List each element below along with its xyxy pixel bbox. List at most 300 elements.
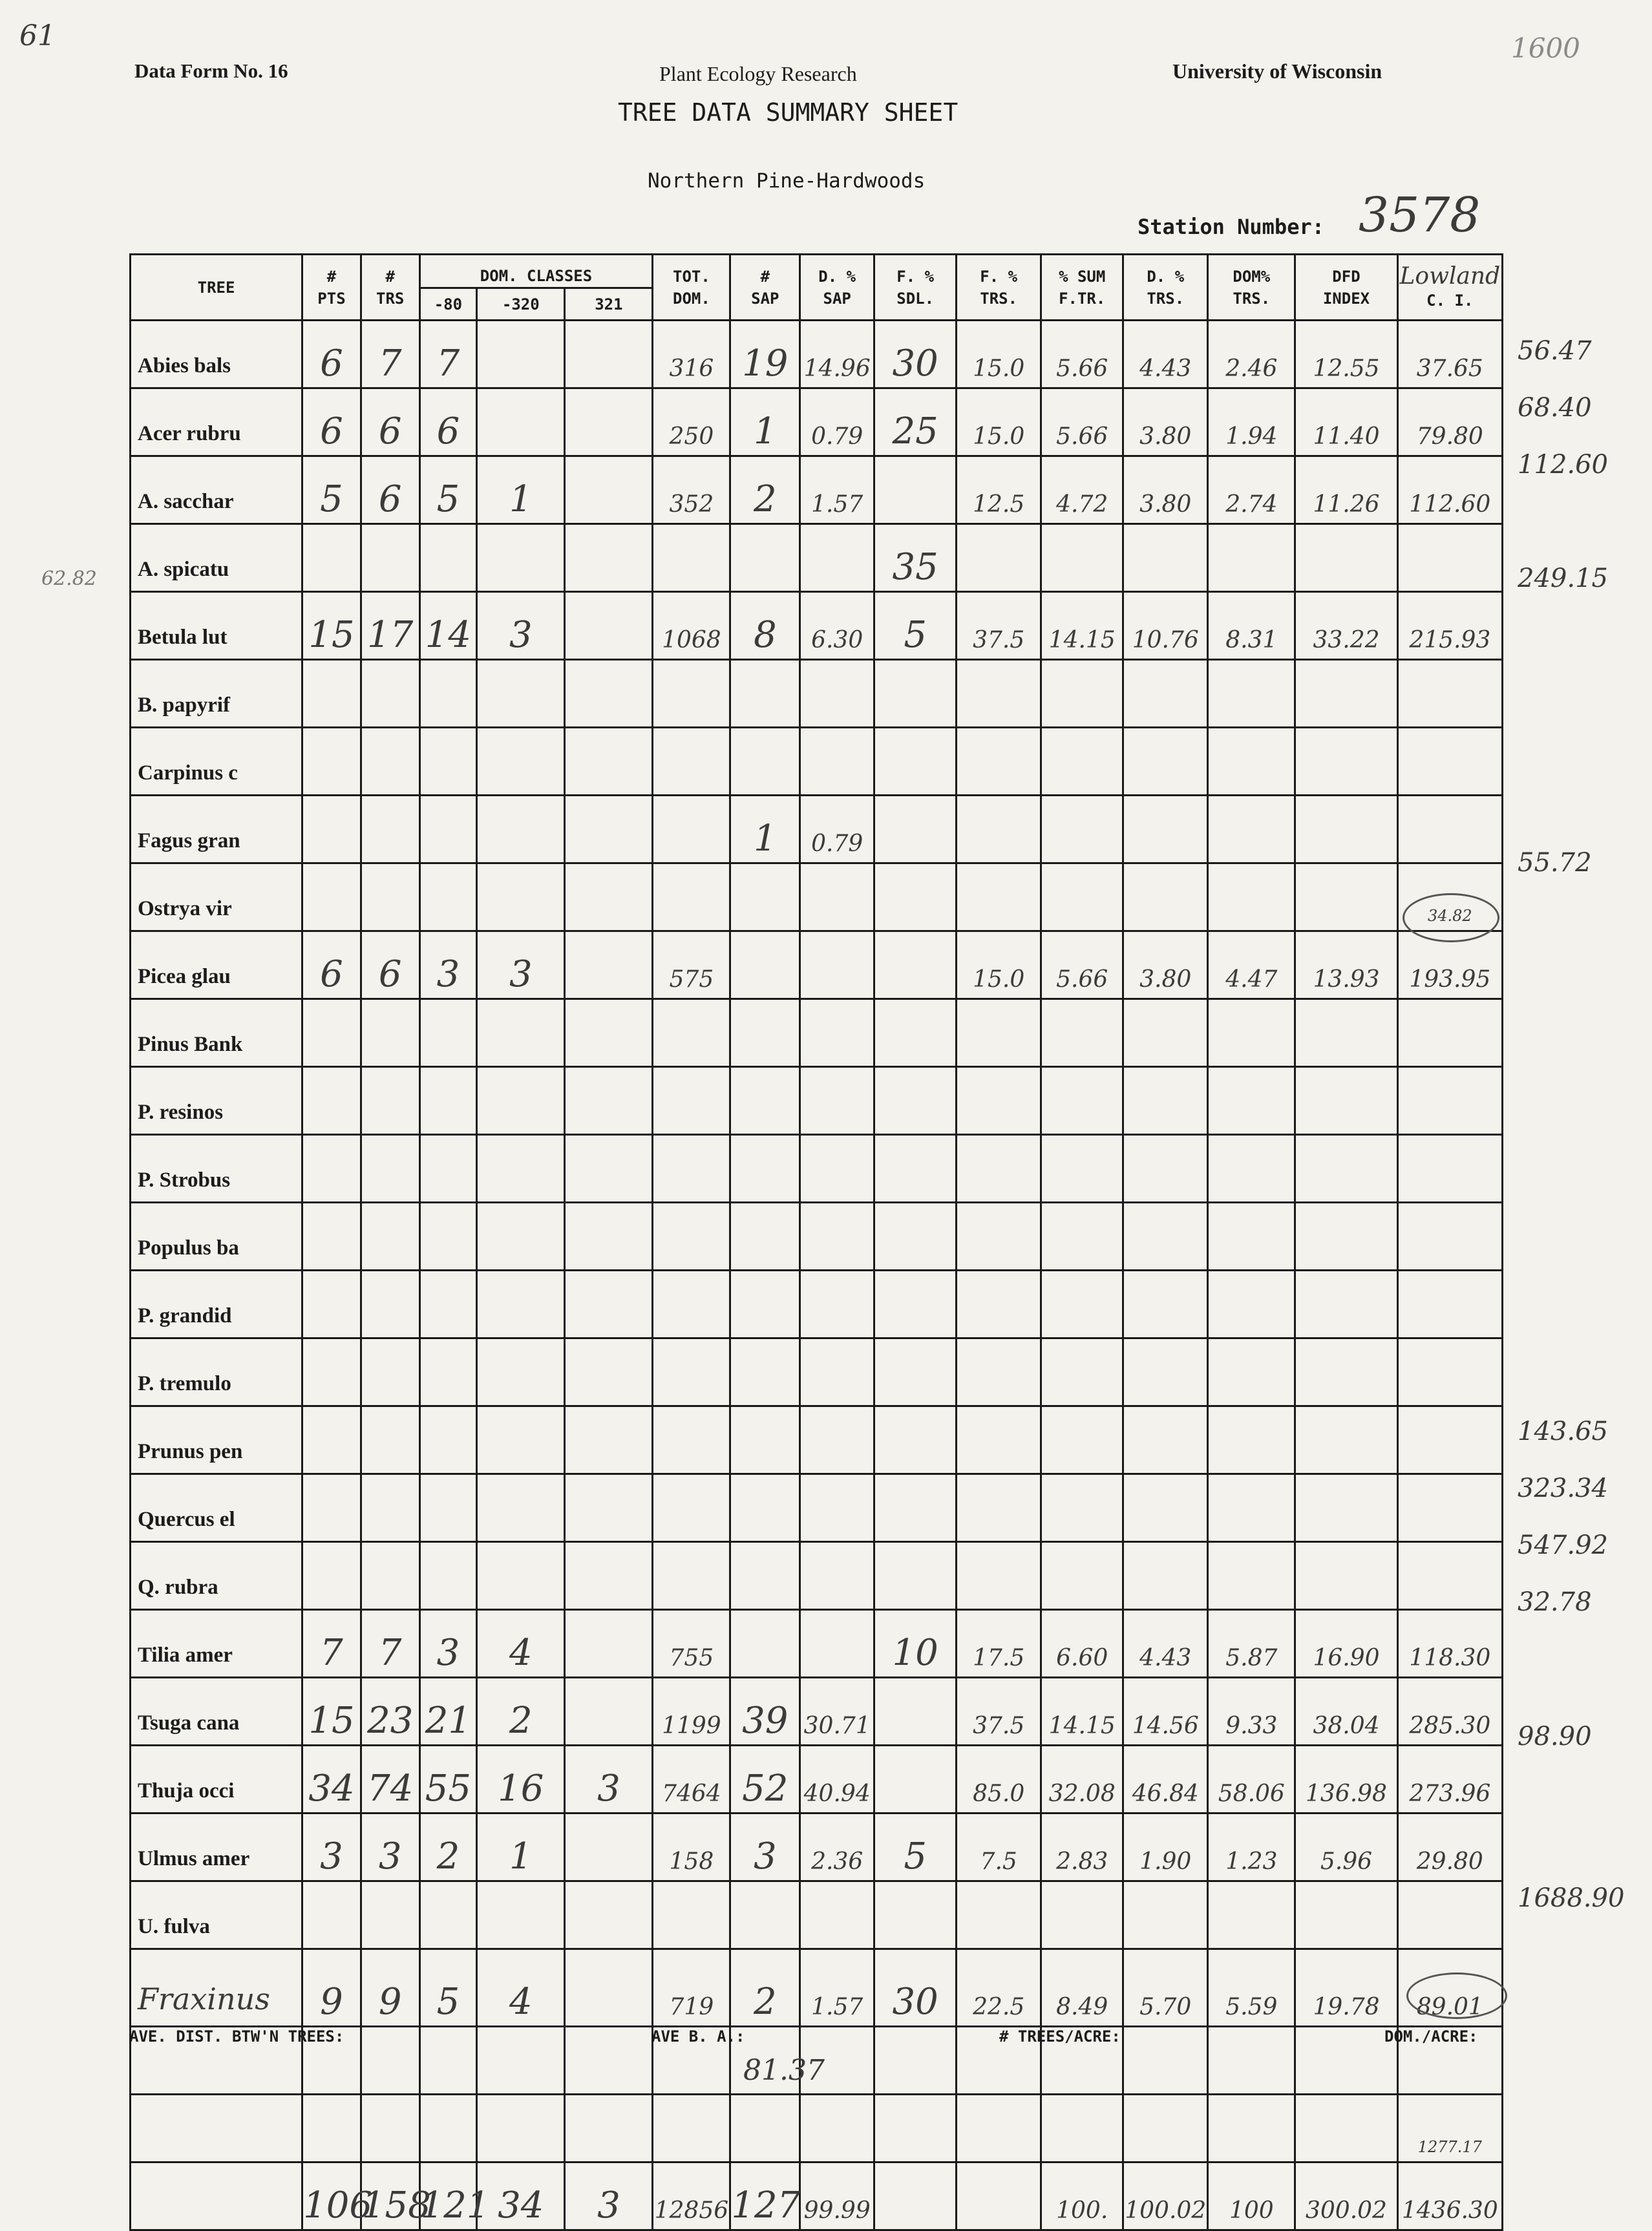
cell-dsap [800, 1542, 874, 1610]
col-dom80-header [419, 288, 477, 321]
cell-trs [361, 1135, 419, 1203]
cell-sum [1041, 796, 1123, 863]
cell-ci [1397, 1881, 1502, 1949]
cell-sap [730, 1135, 800, 1203]
station-number: 3578 [1359, 187, 1481, 243]
cell-trs: 6 [361, 388, 419, 456]
cell-trs [361, 2095, 419, 2162]
species-name: Fagus gran [131, 796, 302, 863]
cell-sum [1041, 1881, 1123, 1949]
table-row [131, 999, 1503, 1067]
col-dom80-label: -80 [434, 295, 463, 313]
cell-pts [302, 1406, 361, 1474]
cell-trs [361, 2027, 419, 2095]
cell-domtrs: 4.47 [1208, 931, 1295, 999]
species-name: Q. rubra [131, 1542, 302, 1610]
cell-d320: 4 [477, 1949, 565, 2027]
cell-dtrs [1123, 999, 1208, 1067]
col-dom321-header [565, 288, 653, 321]
corner-note-top-right: 1600 [1511, 32, 1580, 64]
cell-d80 [419, 999, 477, 1067]
right-margin-value: 32.78 [1518, 1587, 1592, 1617]
cell-fsdl [874, 1271, 957, 1338]
cell-d80: 5 [419, 456, 477, 524]
cell-pts: 6 [302, 321, 361, 388]
col-domtrs-line2: TRS. [1233, 289, 1271, 308]
cell-d80 [419, 1067, 477, 1135]
cell-ftrs: 15.0 [957, 931, 1041, 999]
col-dom320-header [477, 288, 565, 321]
cell-d320 [477, 321, 565, 388]
col-tree-header [131, 255, 302, 321]
cell-d80 [419, 796, 477, 863]
cell-pts [302, 660, 361, 728]
table-row [131, 388, 1503, 456]
university-label: University of Wisconsin [1172, 59, 1382, 83]
cell-d321 [565, 1610, 653, 1678]
col-sum-header [1041, 255, 1123, 321]
cell-d320 [477, 1338, 565, 1406]
cell-pts [302, 999, 361, 1067]
cell-tot [653, 1406, 730, 1474]
cell-dtrs [1123, 1474, 1208, 1542]
col-ci-label: C. I. [1426, 291, 1474, 310]
cell-ci: 193.95 [1397, 931, 1502, 999]
cell-sap: 1 [730, 388, 800, 456]
cell-dsap: 2.36 [800, 1813, 874, 1881]
cell-d321 [565, 524, 653, 592]
cell-d321: 3 [565, 2162, 653, 2230]
cell-sap [730, 660, 800, 728]
cell-ci: 1436.30 [1397, 2162, 1502, 2230]
cell-dfd: 16.90 [1295, 1610, 1397, 1678]
cell-domtrs: 8.31 [1208, 592, 1295, 660]
cell-trs: 23 [361, 1678, 419, 1746]
cell-pts: 9 [302, 1949, 361, 2027]
cell-sum: 2.83 [1041, 1813, 1123, 1881]
cell-trs [361, 1338, 419, 1406]
col-pts-line1: # [326, 267, 337, 286]
cell-tot: 352 [653, 456, 730, 524]
cell-sum: 5.66 [1041, 931, 1123, 999]
cell-dtrs [1123, 1338, 1208, 1406]
cell-trs: 6 [361, 456, 419, 524]
cell-sum [1041, 660, 1123, 728]
cell-dtrs [1123, 2095, 1208, 2162]
cell-sap: 127 [730, 2162, 800, 2230]
cell-trs [361, 796, 419, 863]
cell-ci: 118.30 [1397, 1610, 1502, 1678]
col-tot-dom-line1: TOT. [673, 267, 710, 286]
cell-d80 [419, 1271, 477, 1338]
col-trs-line1: # [385, 267, 395, 286]
cell-sap [730, 728, 800, 796]
cell-d320: 34 [477, 2162, 565, 2230]
cell-dtrs: 14.56 [1123, 1678, 1208, 1746]
col-dsap-header [800, 255, 874, 321]
cell-dtrs: 46.84 [1123, 1746, 1208, 1813]
cell-d321 [565, 1271, 653, 1338]
cell-dtrs: 4.43 [1123, 1610, 1208, 1678]
cell-d80 [419, 1406, 477, 1474]
cell-trs: 3 [361, 1813, 419, 1881]
cell-trs: 158 [361, 2162, 419, 2230]
ave-dist-label: AVE. DIST. BTW'N TREES: [129, 2027, 344, 2046]
col-dsap-line1: D. % [818, 267, 856, 286]
col-dom321-label: 321 [595, 295, 623, 313]
cell-d320: 2 [477, 1678, 565, 1746]
col-dtrs-line2: TRS. [1147, 289, 1185, 308]
cell-pts [302, 2095, 361, 2162]
cell-trs: 74 [361, 1746, 419, 1813]
cell-sap: 39 [730, 1678, 800, 1746]
cell-ci: 79.80 [1397, 388, 1502, 456]
cell-sap: 8 [730, 592, 800, 660]
cell-ftrs [957, 2162, 1041, 2230]
cell-fsdl: 5 [874, 1813, 957, 1881]
cell-d80: 2 [419, 1813, 477, 1881]
cell-d80: 6 [419, 388, 477, 456]
cell-trs [361, 728, 419, 796]
right-margin-value: 249.15 [1518, 564, 1608, 593]
cell-domtrs [1208, 1338, 1295, 1406]
cell-dtrs [1123, 863, 1208, 931]
cell-d321 [565, 999, 653, 1067]
right-margin-value: 1688.90 [1518, 1883, 1625, 1913]
cell-fsdl [874, 796, 957, 863]
col-trs-header [361, 255, 419, 321]
col-sap-line1: # [760, 267, 770, 286]
cell-dsap: 0.79 [800, 796, 874, 863]
cell-dfd [1295, 1067, 1397, 1135]
tree-data-table [129, 253, 1503, 2231]
cell-sum [1041, 1135, 1123, 1203]
cell-trs [361, 1067, 419, 1135]
cell-tot [653, 1474, 730, 1542]
cell-dsap: 99.99 [800, 2162, 874, 2230]
cell-sap: 2 [730, 1949, 800, 2027]
cell-pts [302, 1135, 361, 1203]
cell-ftrs: 15.0 [957, 321, 1041, 388]
cell-tot: 158 [653, 1813, 730, 1881]
cell-dtrs [1123, 1067, 1208, 1135]
cell-dfd: 300.02 [1295, 2162, 1397, 2230]
cell-domtrs [1208, 1542, 1295, 1610]
species-name: P. tremulo [131, 1338, 302, 1406]
cell-d80: 3 [419, 931, 477, 999]
cell-trs: 9 [361, 1949, 419, 2027]
cell-dtrs [1123, 2027, 1208, 2095]
cell-domtrs [1208, 1067, 1295, 1135]
cell-tot [653, 1338, 730, 1406]
col-tot-dom-line2: DOM. [673, 289, 710, 308]
cell-d320 [477, 1135, 565, 1203]
cell-pts [302, 1338, 361, 1406]
cell-trs [361, 1542, 419, 1610]
cell-d80 [419, 863, 477, 931]
table-row [131, 1271, 1503, 1338]
cell-fsdl [874, 863, 957, 931]
cell-d321 [565, 456, 653, 524]
col-sum-line2: F.TR. [1059, 289, 1106, 308]
cell-d320 [477, 1067, 565, 1135]
cell-sap: 1 [730, 796, 800, 863]
cell-tot: 1199 [653, 1678, 730, 1746]
cell-d321 [565, 1678, 653, 1746]
right-margin-value: 68.40 [1518, 393, 1592, 423]
col-dfd-line2: INDEX [1322, 289, 1370, 308]
trees-acre-label: # TREES/ACRE: [999, 2027, 1121, 2046]
cell-fsdl: 30 [874, 321, 957, 388]
cell-d320: 1 [477, 456, 565, 524]
table-row [131, 931, 1503, 999]
cell-dtrs: 100.02 [1123, 2162, 1208, 2230]
cell-fsdl [874, 660, 957, 728]
col-ftrs-header [957, 255, 1041, 321]
table-row [131, 1678, 1503, 1746]
cell-sap [730, 1203, 800, 1271]
cell-domtrs: 5.59 [1208, 1949, 1295, 2027]
cell-pts [302, 1203, 361, 1271]
cell-ci [1397, 1474, 1502, 1542]
species-name: A. spicatu [131, 524, 302, 592]
cell-d321 [565, 2027, 653, 2095]
page-title: TREE DATA SUMMARY SHEET [618, 98, 958, 127]
cell-pts [302, 796, 361, 863]
cell-dsap [800, 1881, 874, 1949]
cell-pts [302, 1067, 361, 1135]
cell-sum [1041, 1474, 1123, 1542]
cell-d80 [419, 2095, 477, 2162]
right-margin-value: 323.34 [1518, 1474, 1608, 1503]
cell-d320 [477, 1542, 565, 1610]
col-trs-line2: TRS [376, 289, 405, 308]
cell-tot: 719 [653, 1949, 730, 2027]
cell-d320: 4 [477, 1610, 565, 1678]
cell-ci: 29.80 [1397, 1813, 1502, 1881]
cell-trs [361, 524, 419, 592]
cell-ftrs [957, 796, 1041, 863]
cell-ci [1397, 1542, 1502, 1610]
cell-sum: 4.72 [1041, 456, 1123, 524]
cell-sap [730, 524, 800, 592]
cell-ci: 37.65 [1397, 321, 1502, 388]
cell-sum: 14.15 [1041, 1678, 1123, 1746]
cell-dtrs [1123, 1881, 1208, 1949]
cell-dfd [1295, 1406, 1397, 1474]
cell-dsap [800, 1135, 874, 1203]
cell-dfd [1295, 728, 1397, 796]
cell-dfd [1295, 660, 1397, 728]
cell-tot [653, 1203, 730, 1271]
cell-pts: 106 [302, 2162, 361, 2230]
cell-d321 [565, 660, 653, 728]
col-dom-classes-label: DOM. CLASSES [480, 267, 593, 285]
cell-domtrs [1208, 1406, 1295, 1474]
col-fsdl-line2: SDL. [896, 289, 935, 308]
cell-pts [302, 524, 361, 592]
cell-sap [730, 1406, 800, 1474]
cell-fsdl [874, 1338, 957, 1406]
cell-ci [1397, 999, 1502, 1067]
cell-fsdl: 25 [874, 388, 957, 456]
cell-dtrs [1123, 728, 1208, 796]
table-row [131, 1746, 1503, 1813]
cell-pts: 5 [302, 456, 361, 524]
species-name: Carpinus c [131, 728, 302, 796]
cell-dsap [800, 1610, 874, 1678]
cell-domtrs: 1.94 [1208, 388, 1295, 456]
col-dfd-header [1295, 255, 1397, 321]
cell-pts: 34 [302, 1746, 361, 1813]
cell-tot [653, 796, 730, 863]
cell-d320: 3 [477, 592, 565, 660]
cell-fsdl: 10 [874, 1610, 957, 1678]
cell-ci [1397, 796, 1502, 863]
cell-dsap [800, 728, 874, 796]
cell-tot [653, 2095, 730, 2162]
cell-ci [1397, 1271, 1502, 1338]
cell-dsap: 6.30 [800, 592, 874, 660]
species-name: Thuja occi [131, 1746, 302, 1813]
cell-sum: 100. [1041, 2162, 1123, 2230]
cell-tot [653, 1135, 730, 1203]
cell-sap: 19 [730, 321, 800, 388]
species-name: P. grandid [131, 1271, 302, 1338]
cell-fsdl [874, 2095, 957, 2162]
table-row [131, 728, 1503, 796]
cell-ftrs [957, 2095, 1041, 2162]
table-row [131, 1881, 1503, 1949]
cell-fsdl [874, 1135, 957, 1203]
cell-dsap [800, 1203, 874, 1271]
cell-ftrs [957, 660, 1041, 728]
cell-dtrs [1123, 660, 1208, 728]
cell-tot [653, 1271, 730, 1338]
cell-domtrs [1208, 1135, 1295, 1203]
cell-ftrs [957, 1203, 1041, 1271]
cell-dsap [800, 931, 874, 999]
cell-trs [361, 863, 419, 931]
cell-d321 [565, 321, 653, 388]
cell-dtrs: 1.90 [1123, 1813, 1208, 1881]
cell-sum [1041, 1542, 1123, 1610]
cell-sum [1041, 524, 1123, 592]
cell-ci [1397, 728, 1502, 796]
cell-sap: 52 [730, 1746, 800, 1813]
cell-ci [1397, 1135, 1502, 1203]
table-row [131, 321, 1503, 388]
cell-dfd: 38.04 [1295, 1678, 1397, 1746]
species-name: P. resinos [131, 1067, 302, 1135]
cell-d321 [565, 1474, 653, 1542]
cell-ci: 285.30 [1397, 1678, 1502, 1746]
cell-pts: 15 [302, 592, 361, 660]
cell-dfd: 11.40 [1295, 388, 1397, 456]
cell-d80 [419, 1474, 477, 1542]
cell-dsap [800, 999, 874, 1067]
cell-sap [730, 2095, 800, 2162]
cell-domtrs: 58.06 [1208, 1746, 1295, 1813]
cell-sum [1041, 2095, 1123, 2162]
cell-dsap [800, 1271, 874, 1338]
cell-dfd: 12.55 [1295, 321, 1397, 388]
cell-domtrs [1208, 2095, 1295, 2162]
circle-mark-total [1406, 1972, 1507, 2019]
cell-d321 [565, 1338, 653, 1406]
table-row [131, 456, 1503, 524]
cell-d320: 16 [477, 1746, 565, 1813]
cell-dfd [1295, 863, 1397, 931]
cell-d320 [477, 1406, 565, 1474]
cell-fsdl [874, 999, 957, 1067]
table-row [131, 592, 1503, 660]
species-name [131, 2095, 302, 2162]
cell-domtrs [1208, 999, 1295, 1067]
cell-d80: 21 [419, 1678, 477, 1746]
cell-pts [302, 728, 361, 796]
research-label: Plant Ecology Research [659, 62, 857, 85]
cell-ftrs: 37.5 [957, 592, 1041, 660]
cell-d321 [565, 2095, 653, 2162]
margin-note-left: 62.82 [41, 567, 97, 590]
cell-dfd [1295, 1542, 1397, 1610]
cell-dsap [800, 524, 874, 592]
cell-ci: 89.01 [1397, 1949, 1502, 2027]
cell-dsap [800, 660, 874, 728]
cell-dsap [800, 1406, 874, 1474]
cell-dtrs [1123, 1542, 1208, 1610]
cell-trs [361, 660, 419, 728]
cell-trs: 7 [361, 321, 419, 388]
cell-dtrs [1123, 1135, 1208, 1203]
cell-pts [302, 1271, 361, 1338]
species-name: Ulmus amer [131, 1813, 302, 1881]
cell-ftrs: 85.0 [957, 1746, 1041, 1813]
cell-dtrs: 4.43 [1123, 321, 1208, 388]
cell-domtrs: 1.23 [1208, 1813, 1295, 1881]
cell-ftrs: 22.5 [957, 1949, 1041, 2027]
cell-fsdl [874, 728, 957, 796]
cell-dtrs [1123, 1203, 1208, 1271]
cell-d321 [565, 1067, 653, 1135]
cell-ftrs [957, 1135, 1041, 1203]
cell-domtrs: 5.87 [1208, 1610, 1295, 1678]
circle-mark-picea [1403, 893, 1499, 942]
cell-dfd [1295, 1271, 1397, 1338]
cell-dtrs: 3.80 [1123, 388, 1208, 456]
right-margin-value: 98.90 [1518, 1722, 1592, 1751]
cell-dfd [1295, 2095, 1397, 2162]
table-row [131, 1474, 1503, 1542]
cell-domtrs [1208, 1881, 1295, 1949]
cell-sum: 8.49 [1041, 1949, 1123, 2027]
cell-fsdl: 35 [874, 524, 957, 592]
species-name: Tilia amer [131, 1610, 302, 1678]
cell-ftrs [957, 1271, 1041, 1338]
cell-ci [1397, 660, 1502, 728]
cell-dfd: 136.98 [1295, 1746, 1397, 1813]
cell-d80 [419, 660, 477, 728]
table-body [131, 321, 1503, 2230]
cell-dfd [1295, 796, 1397, 863]
cell-d321 [565, 592, 653, 660]
form-number: Data Form No. 16 [134, 59, 288, 82]
cell-d320 [477, 1271, 565, 1338]
cell-d320: 1 [477, 1813, 565, 1881]
corner-note-top-left: 61 [19, 19, 56, 52]
cell-tot: 1068 [653, 592, 730, 660]
